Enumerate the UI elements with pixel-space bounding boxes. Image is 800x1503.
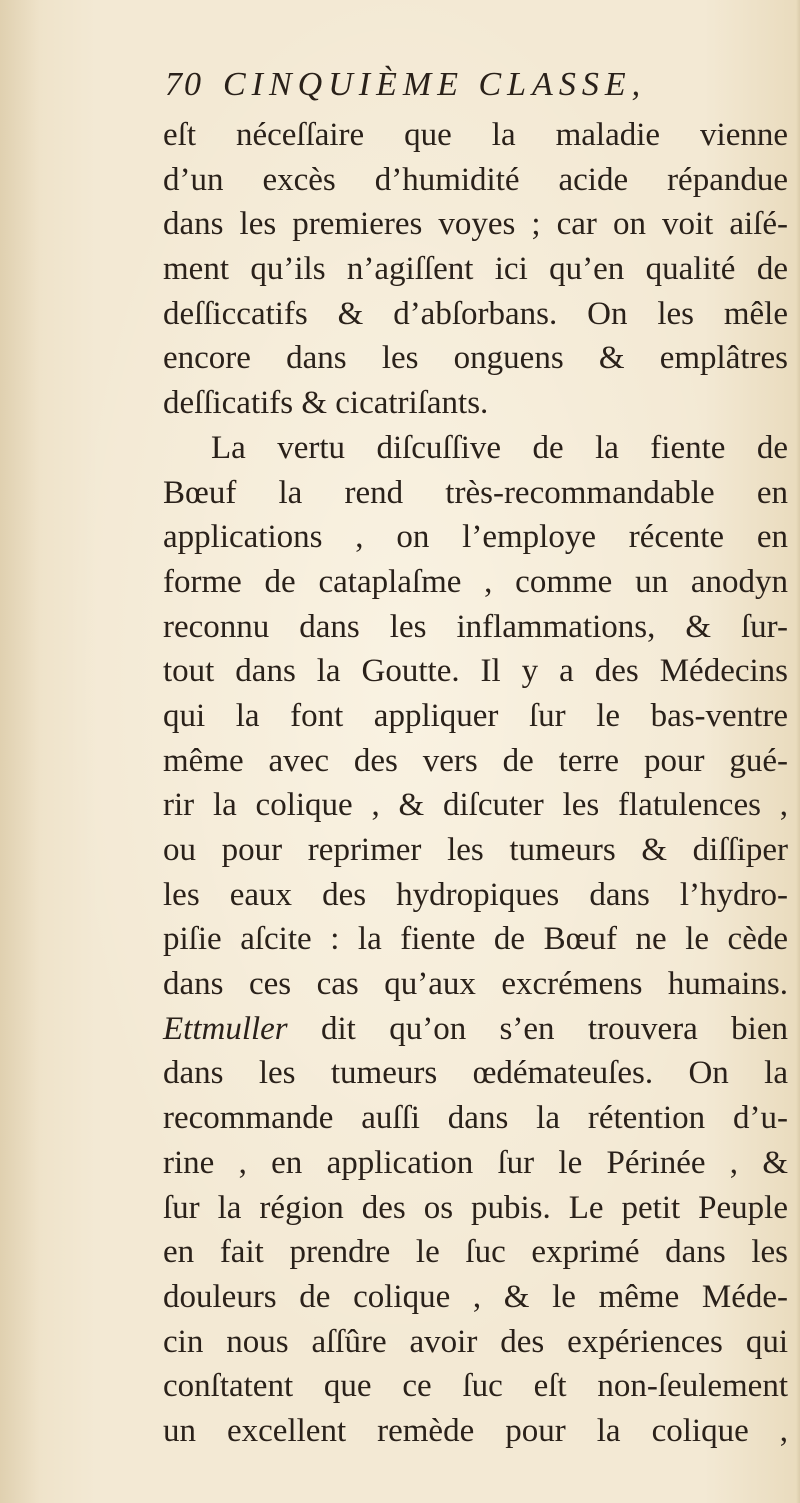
text-line: recommande auſſi dans la rétention d’u- (163, 1100, 788, 1137)
body-text (163, 113, 788, 1454)
text-line: même avec des vers de terre pour gué- (163, 742, 788, 779)
page-edge (796, 0, 800, 1503)
text-line: piſie aſcite : la fiente de Bœuf ne le cède (163, 921, 788, 958)
text-line: forme de cataplaſme , comme un anodyn (163, 563, 788, 600)
page-gutter-shadow (0, 0, 40, 1503)
text-line: ment qu’ils n’agiſſent ici qu’en qualité de (163, 251, 788, 288)
text-line: qui la font appliquer ſur le bas-ventre (163, 697, 788, 734)
text-line: encore dans les onguens & emplâtres (163, 340, 788, 377)
text-line: ou pour reprimer les tumeurs & diſſiper (163, 832, 788, 868)
text-line: conſtatent que ce ſuc eſt non-ſeulement (163, 1368, 788, 1405)
page-header (165, 62, 775, 112)
text-line: ſur la région des os pubis. Le petit Peuple (163, 1189, 788, 1226)
text-line: rir la colique , & diſcuter les flatulences , (163, 787, 788, 824)
page-number: 70 (165, 66, 203, 103)
text-line: les eaux des hydropiques dans l’hydro- (163, 876, 788, 913)
author-name-italic: Ettmuller (163, 1010, 288, 1047)
text-line: applications , on l’employe récente en (163, 519, 788, 556)
text-line: douleurs de colique , & le même Méde- (163, 1278, 788, 1315)
text-line: rine , en application ſur le Périnée , & (163, 1144, 788, 1181)
text-line: d’un excès d’humidité acide répandue (163, 161, 788, 198)
text-line: un excellent remède pour la colique , (163, 1412, 788, 1449)
text-line: deſſiccatifs & d’abſorbans. On les mêle (163, 295, 788, 332)
text-line-with-italic-name: Ettmuller dit qu’on s’en trouvera bien (163, 1010, 788, 1047)
running-head: CINQUIÈME CLASSE, (223, 66, 647, 103)
text-line: cin nous aſſûre avoir des expériences qui (163, 1323, 788, 1360)
text-line: en fait prendre le ſuc exprimé dans les (163, 1234, 788, 1271)
paragraph-start-line: La vertu diſcuſſive de la fiente de (211, 429, 788, 466)
text-line: dans ces cas qu’aux excrémens humains. (163, 966, 788, 1003)
text-line: Bœuf la rend très-recommandable en (163, 474, 788, 511)
text-line: dans les premieres voyes ; car on voit aiſé- (163, 206, 788, 243)
text-line: dans les tumeurs œdémateuſes. On la (163, 1055, 788, 1092)
text-line: eſt néceſſaire que la maladie vienne (163, 117, 788, 153)
text-line: tout dans la Goutte. Il y a des Médecins (163, 653, 788, 690)
text-line: reconnu dans les inflammations, & ſur- (163, 608, 788, 645)
text-line: deſſicatifs & cicatriſants. (163, 385, 489, 422)
